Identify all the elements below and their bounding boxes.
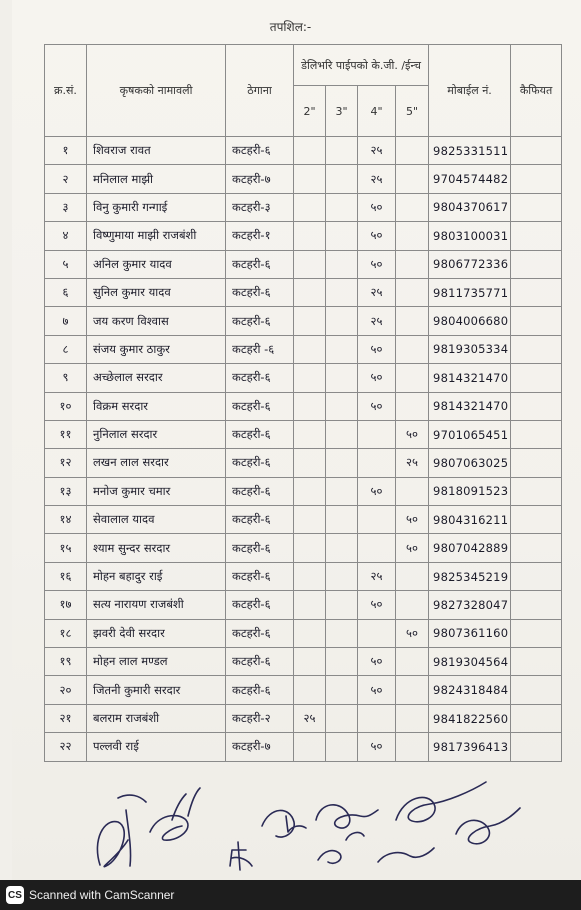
- cell-size-2: [294, 591, 326, 619]
- cell-size-4: [358, 506, 396, 534]
- cell-address: कटहरी-६: [226, 449, 294, 477]
- signature-5: [316, 805, 378, 828]
- cell-serial: २: [45, 165, 87, 193]
- cell-mobile: 9806772336: [429, 250, 511, 278]
- signature-1: [97, 795, 146, 867]
- cell-remarks: [511, 307, 562, 335]
- cell-size-2: [294, 420, 326, 448]
- table-body: [45, 137, 562, 762]
- cell-address: कटहरी-६: [226, 392, 294, 420]
- cell-farmer-name: नुनिलाल सरदार: [87, 420, 226, 448]
- cell-address: कटहरी-६: [226, 307, 294, 335]
- cell-size-4: ५०: [358, 250, 396, 278]
- cell-serial: २०: [45, 676, 87, 704]
- table-row: [45, 449, 562, 477]
- cell-serial: १०: [45, 392, 87, 420]
- cell-size-3: [326, 165, 358, 193]
- cell-size-3: [326, 364, 358, 392]
- cell-mobile: 9814321470: [429, 392, 511, 420]
- cell-size-5: [396, 562, 429, 590]
- table-row: [45, 591, 562, 619]
- cell-mobile: 9827328047: [429, 591, 511, 619]
- cell-remarks: [511, 335, 562, 363]
- cell-remarks: [511, 250, 562, 278]
- table-row: [45, 193, 562, 221]
- cell-size-2: २५: [294, 704, 326, 732]
- cell-address: कटहरी-१: [226, 222, 294, 250]
- cell-size-5: [396, 648, 429, 676]
- signature-7: [318, 833, 364, 864]
- cell-mobile: 9807063025: [429, 449, 511, 477]
- cell-size-3: [326, 193, 358, 221]
- cell-size-4: २५: [358, 278, 396, 306]
- table-row: [45, 733, 562, 761]
- scanner-watermark-text: Scanned with CamScanner: [29, 888, 175, 902]
- cell-address: कटहरी-६: [226, 364, 294, 392]
- cell-size-5: [396, 364, 429, 392]
- cell-remarks: [511, 278, 562, 306]
- cell-remarks: [511, 449, 562, 477]
- table-row: [45, 420, 562, 448]
- cell-address: कटहरी-२: [226, 704, 294, 732]
- cell-address: कटहरी-६: [226, 534, 294, 562]
- cell-serial: १३: [45, 477, 87, 505]
- cell-address: कटहरी-६: [226, 420, 294, 448]
- cell-serial: ९: [45, 364, 87, 392]
- cell-serial: १८: [45, 619, 87, 647]
- cell-size-5: [396, 733, 429, 761]
- cell-serial: ४: [45, 222, 87, 250]
- cell-farmer-name: सुनिल कुमार यादव: [87, 278, 226, 306]
- cell-size-2: [294, 364, 326, 392]
- cell-size-2: [294, 307, 326, 335]
- cell-remarks: [511, 733, 562, 761]
- cell-serial: ३: [45, 193, 87, 221]
- farmer-distribution-table: [44, 44, 562, 762]
- cell-remarks: [511, 165, 562, 193]
- cell-serial: १६: [45, 562, 87, 590]
- cell-serial: ८: [45, 335, 87, 363]
- cell-farmer-name: झवरी देवी सरदार: [87, 619, 226, 647]
- cell-farmer-name: विनु कुमारी गन्गाई: [87, 193, 226, 221]
- cell-mobile: 9819304564: [429, 648, 511, 676]
- cell-size-2: [294, 449, 326, 477]
- cell-remarks: [511, 222, 562, 250]
- cell-remarks: [511, 420, 562, 448]
- cell-farmer-name: संजय कुमार ठाकुर: [87, 335, 226, 363]
- cell-serial: ५: [45, 250, 87, 278]
- cell-size-4: [358, 704, 396, 732]
- signatures: [0, 770, 581, 880]
- cell-address: कटहरी -६: [226, 335, 294, 363]
- cell-farmer-name: लखन लाल सरदार: [87, 449, 226, 477]
- cell-size-2: [294, 392, 326, 420]
- cell-size-2: [294, 648, 326, 676]
- cell-mobile: 9817396413: [429, 733, 511, 761]
- cell-size-3: [326, 676, 358, 704]
- cell-size-3: [326, 506, 358, 534]
- cell-size-3: [326, 534, 358, 562]
- cell-address: कटहरी-३: [226, 193, 294, 221]
- cell-farmer-name: मनिलाल माझी: [87, 165, 226, 193]
- cell-size-5: [396, 307, 429, 335]
- signature-2: [150, 788, 200, 840]
- scanner-watermark-bar: [0, 880, 581, 910]
- signature-6: [396, 782, 486, 822]
- cell-remarks: [511, 506, 562, 534]
- cell-size-4: २५: [358, 562, 396, 590]
- table-row: [45, 165, 562, 193]
- cell-remarks: [511, 591, 562, 619]
- cell-size-2: [294, 278, 326, 306]
- table-row: [45, 392, 562, 420]
- cell-serial: ७: [45, 307, 87, 335]
- cell-size-3: [326, 222, 358, 250]
- cell-size-3: [326, 562, 358, 590]
- cell-size-4: ५०: [358, 477, 396, 505]
- cell-size-3: [326, 420, 358, 448]
- header-name: कृषकको नामावली: [87, 45, 226, 137]
- cell-size-5: २५: [396, 449, 429, 477]
- cell-farmer-name: श्याम सुन्दर सरदार: [87, 534, 226, 562]
- cell-serial: २१: [45, 704, 87, 732]
- cell-mobile: 9807361160: [429, 619, 511, 647]
- cell-serial: ६: [45, 278, 87, 306]
- cell-serial: १: [45, 137, 87, 165]
- cell-size-5: ५०: [396, 506, 429, 534]
- cell-serial: १९: [45, 648, 87, 676]
- header-size-3: 3": [326, 86, 358, 137]
- table-row: [45, 307, 562, 335]
- cell-mobile: 9804316211: [429, 506, 511, 534]
- cell-size-4: [358, 449, 396, 477]
- cell-size-2: [294, 733, 326, 761]
- cell-address: कटहरी-६: [226, 506, 294, 534]
- cell-size-5: ५०: [396, 534, 429, 562]
- cell-remarks: [511, 364, 562, 392]
- cell-mobile: 9811735771: [429, 278, 511, 306]
- cell-size-5: [396, 278, 429, 306]
- cell-farmer-name: सत्य नारायण राजबंशी: [87, 591, 226, 619]
- cell-mobile: 9824318484: [429, 676, 511, 704]
- cell-address: कटहरी-६: [226, 619, 294, 647]
- cell-size-4: ५०: [358, 222, 396, 250]
- signature-3: [230, 842, 252, 870]
- cell-size-5: [396, 250, 429, 278]
- cell-size-3: [326, 335, 358, 363]
- cell-remarks: [511, 137, 562, 165]
- cell-mobile: 9804370617: [429, 193, 511, 221]
- signature-9: [456, 808, 520, 844]
- table-row: [45, 477, 562, 505]
- cell-size-5: [396, 676, 429, 704]
- cell-mobile: 9825345219: [429, 562, 511, 590]
- signature-8: [378, 848, 434, 862]
- cell-address: कटहरी-६: [226, 591, 294, 619]
- cell-size-5: [396, 477, 429, 505]
- cell-size-3: [326, 733, 358, 761]
- cell-size-3: [326, 137, 358, 165]
- cell-size-2: [294, 477, 326, 505]
- header-address: ठेगाना: [226, 45, 294, 137]
- cell-farmer-name: विष्णुमाया माझी राजबंशी: [87, 222, 226, 250]
- cell-address: कटहरी-६: [226, 137, 294, 165]
- header-row-top: [45, 45, 562, 86]
- cell-size-2: [294, 250, 326, 278]
- cell-farmer-name: मोहन लाल मण्डल: [87, 648, 226, 676]
- cell-size-2: [294, 137, 326, 165]
- cell-size-4: २५: [358, 137, 396, 165]
- cell-remarks: [511, 193, 562, 221]
- header-size-5: 5": [396, 86, 429, 137]
- cell-farmer-name: जय करण विश्वास: [87, 307, 226, 335]
- cell-size-5: [396, 591, 429, 619]
- cell-mobile: 9825331511: [429, 137, 511, 165]
- cell-size-5: [396, 165, 429, 193]
- cell-farmer-name: जितनी कुमारी सरदार: [87, 676, 226, 704]
- cell-address: कटहरी-६: [226, 648, 294, 676]
- cell-size-5: ५०: [396, 619, 429, 647]
- table-row: [45, 704, 562, 732]
- cell-size-5: [396, 137, 429, 165]
- cell-address: कटहरी-६: [226, 676, 294, 704]
- table-row: [45, 648, 562, 676]
- cell-remarks: [511, 392, 562, 420]
- cell-address: कटहरी-७: [226, 733, 294, 761]
- header-remarks: कैफियत: [511, 45, 562, 137]
- cell-remarks: [511, 619, 562, 647]
- camscanner-logo-icon: CS: [6, 886, 24, 904]
- cell-size-4: [358, 420, 396, 448]
- cell-farmer-name: शिवराज रावत: [87, 137, 226, 165]
- cell-farmer-name: पल्लवी राई: [87, 733, 226, 761]
- cell-size-2: [294, 534, 326, 562]
- cell-serial: ११: [45, 420, 87, 448]
- signature-4: [262, 810, 306, 837]
- cell-farmer-name: सेवालाल यादव: [87, 506, 226, 534]
- cell-size-3: [326, 704, 358, 732]
- cell-size-4: ५०: [358, 335, 396, 363]
- header-mobile: मोबाईल नं.: [429, 45, 511, 137]
- cell-size-4: ५०: [358, 364, 396, 392]
- cell-mobile: 9804006680: [429, 307, 511, 335]
- cell-size-3: [326, 591, 358, 619]
- cell-remarks: [511, 704, 562, 732]
- cell-serial: १४: [45, 506, 87, 534]
- table-row: [45, 506, 562, 534]
- header-size-4: 4": [358, 86, 396, 137]
- cell-size-3: [326, 250, 358, 278]
- cell-remarks: [511, 477, 562, 505]
- cell-size-3: [326, 307, 358, 335]
- cell-mobile: 9819305334: [429, 335, 511, 363]
- cell-mobile: 9704574482: [429, 165, 511, 193]
- cell-size-3: [326, 449, 358, 477]
- cell-size-2: [294, 676, 326, 704]
- cell-size-5: [396, 335, 429, 363]
- cell-size-2: [294, 335, 326, 363]
- cell-address: कटहरी-६: [226, 278, 294, 306]
- cell-size-4: ५०: [358, 676, 396, 704]
- cell-mobile: 9701065451: [429, 420, 511, 448]
- cell-size-5: ५०: [396, 420, 429, 448]
- table-row: [45, 137, 562, 165]
- table-row: [45, 250, 562, 278]
- cell-size-4: ५०: [358, 648, 396, 676]
- cell-remarks: [511, 534, 562, 562]
- header-pipe-group: डेलिभरि पाईपको के.जी. /ईन्च: [294, 45, 429, 86]
- cell-size-4: २५: [358, 165, 396, 193]
- header-serial: क्र.सं.: [45, 45, 87, 137]
- cell-serial: २२: [45, 733, 87, 761]
- cell-size-4: [358, 619, 396, 647]
- cell-size-3: [326, 648, 358, 676]
- cell-serial: १२: [45, 449, 87, 477]
- cell-size-3: [326, 477, 358, 505]
- cell-size-5: [396, 222, 429, 250]
- cell-mobile: 9841822560: [429, 704, 511, 732]
- cell-mobile: 9814321470: [429, 364, 511, 392]
- table-row: [45, 676, 562, 704]
- cell-size-2: [294, 222, 326, 250]
- cell-size-3: [326, 392, 358, 420]
- cell-mobile: 9803100031: [429, 222, 511, 250]
- cell-size-3: [326, 619, 358, 647]
- header-size-2: 2": [294, 86, 326, 137]
- table-row: [45, 278, 562, 306]
- cell-farmer-name: बलराम राजबंशी: [87, 704, 226, 732]
- table-row: [45, 562, 562, 590]
- table-row: [45, 619, 562, 647]
- cell-size-4: ५०: [358, 733, 396, 761]
- cell-size-2: [294, 165, 326, 193]
- cell-size-2: [294, 619, 326, 647]
- cell-farmer-name: विक्रम सरदार: [87, 392, 226, 420]
- cell-size-4: २५: [358, 307, 396, 335]
- cell-serial: १७: [45, 591, 87, 619]
- table-row: [45, 335, 562, 363]
- cell-remarks: [511, 562, 562, 590]
- cell-serial: १५: [45, 534, 87, 562]
- cell-size-5: [396, 392, 429, 420]
- cell-size-5: [396, 193, 429, 221]
- cell-size-2: [294, 506, 326, 534]
- cell-size-4: ५०: [358, 591, 396, 619]
- cell-remarks: [511, 648, 562, 676]
- cell-mobile: 9818091523: [429, 477, 511, 505]
- cell-farmer-name: अनिल कुमार यादव: [87, 250, 226, 278]
- cell-remarks: [511, 676, 562, 704]
- cell-size-4: ५०: [358, 392, 396, 420]
- cell-mobile: 9807042889: [429, 534, 511, 562]
- cell-address: कटहरी-६: [226, 562, 294, 590]
- page-title: तपशिल:-: [269, 20, 312, 34]
- cell-farmer-name: अच्छेलाल सरदार: [87, 364, 226, 392]
- cell-size-4: [358, 534, 396, 562]
- table-row: [45, 222, 562, 250]
- cell-address: कटहरी-६: [226, 477, 294, 505]
- cell-size-5: [396, 704, 429, 732]
- cell-size-2: [294, 193, 326, 221]
- cell-size-3: [326, 278, 358, 306]
- cell-address: कटहरी-७: [226, 165, 294, 193]
- table-row: [45, 534, 562, 562]
- cell-farmer-name: मोहन बहादुर राई: [87, 562, 226, 590]
- cell-address: कटहरी-६: [226, 250, 294, 278]
- cell-farmer-name: मनोज कुमार चमार: [87, 477, 226, 505]
- cell-size-4: ५०: [358, 193, 396, 221]
- cell-size-2: [294, 562, 326, 590]
- table-row: [45, 364, 562, 392]
